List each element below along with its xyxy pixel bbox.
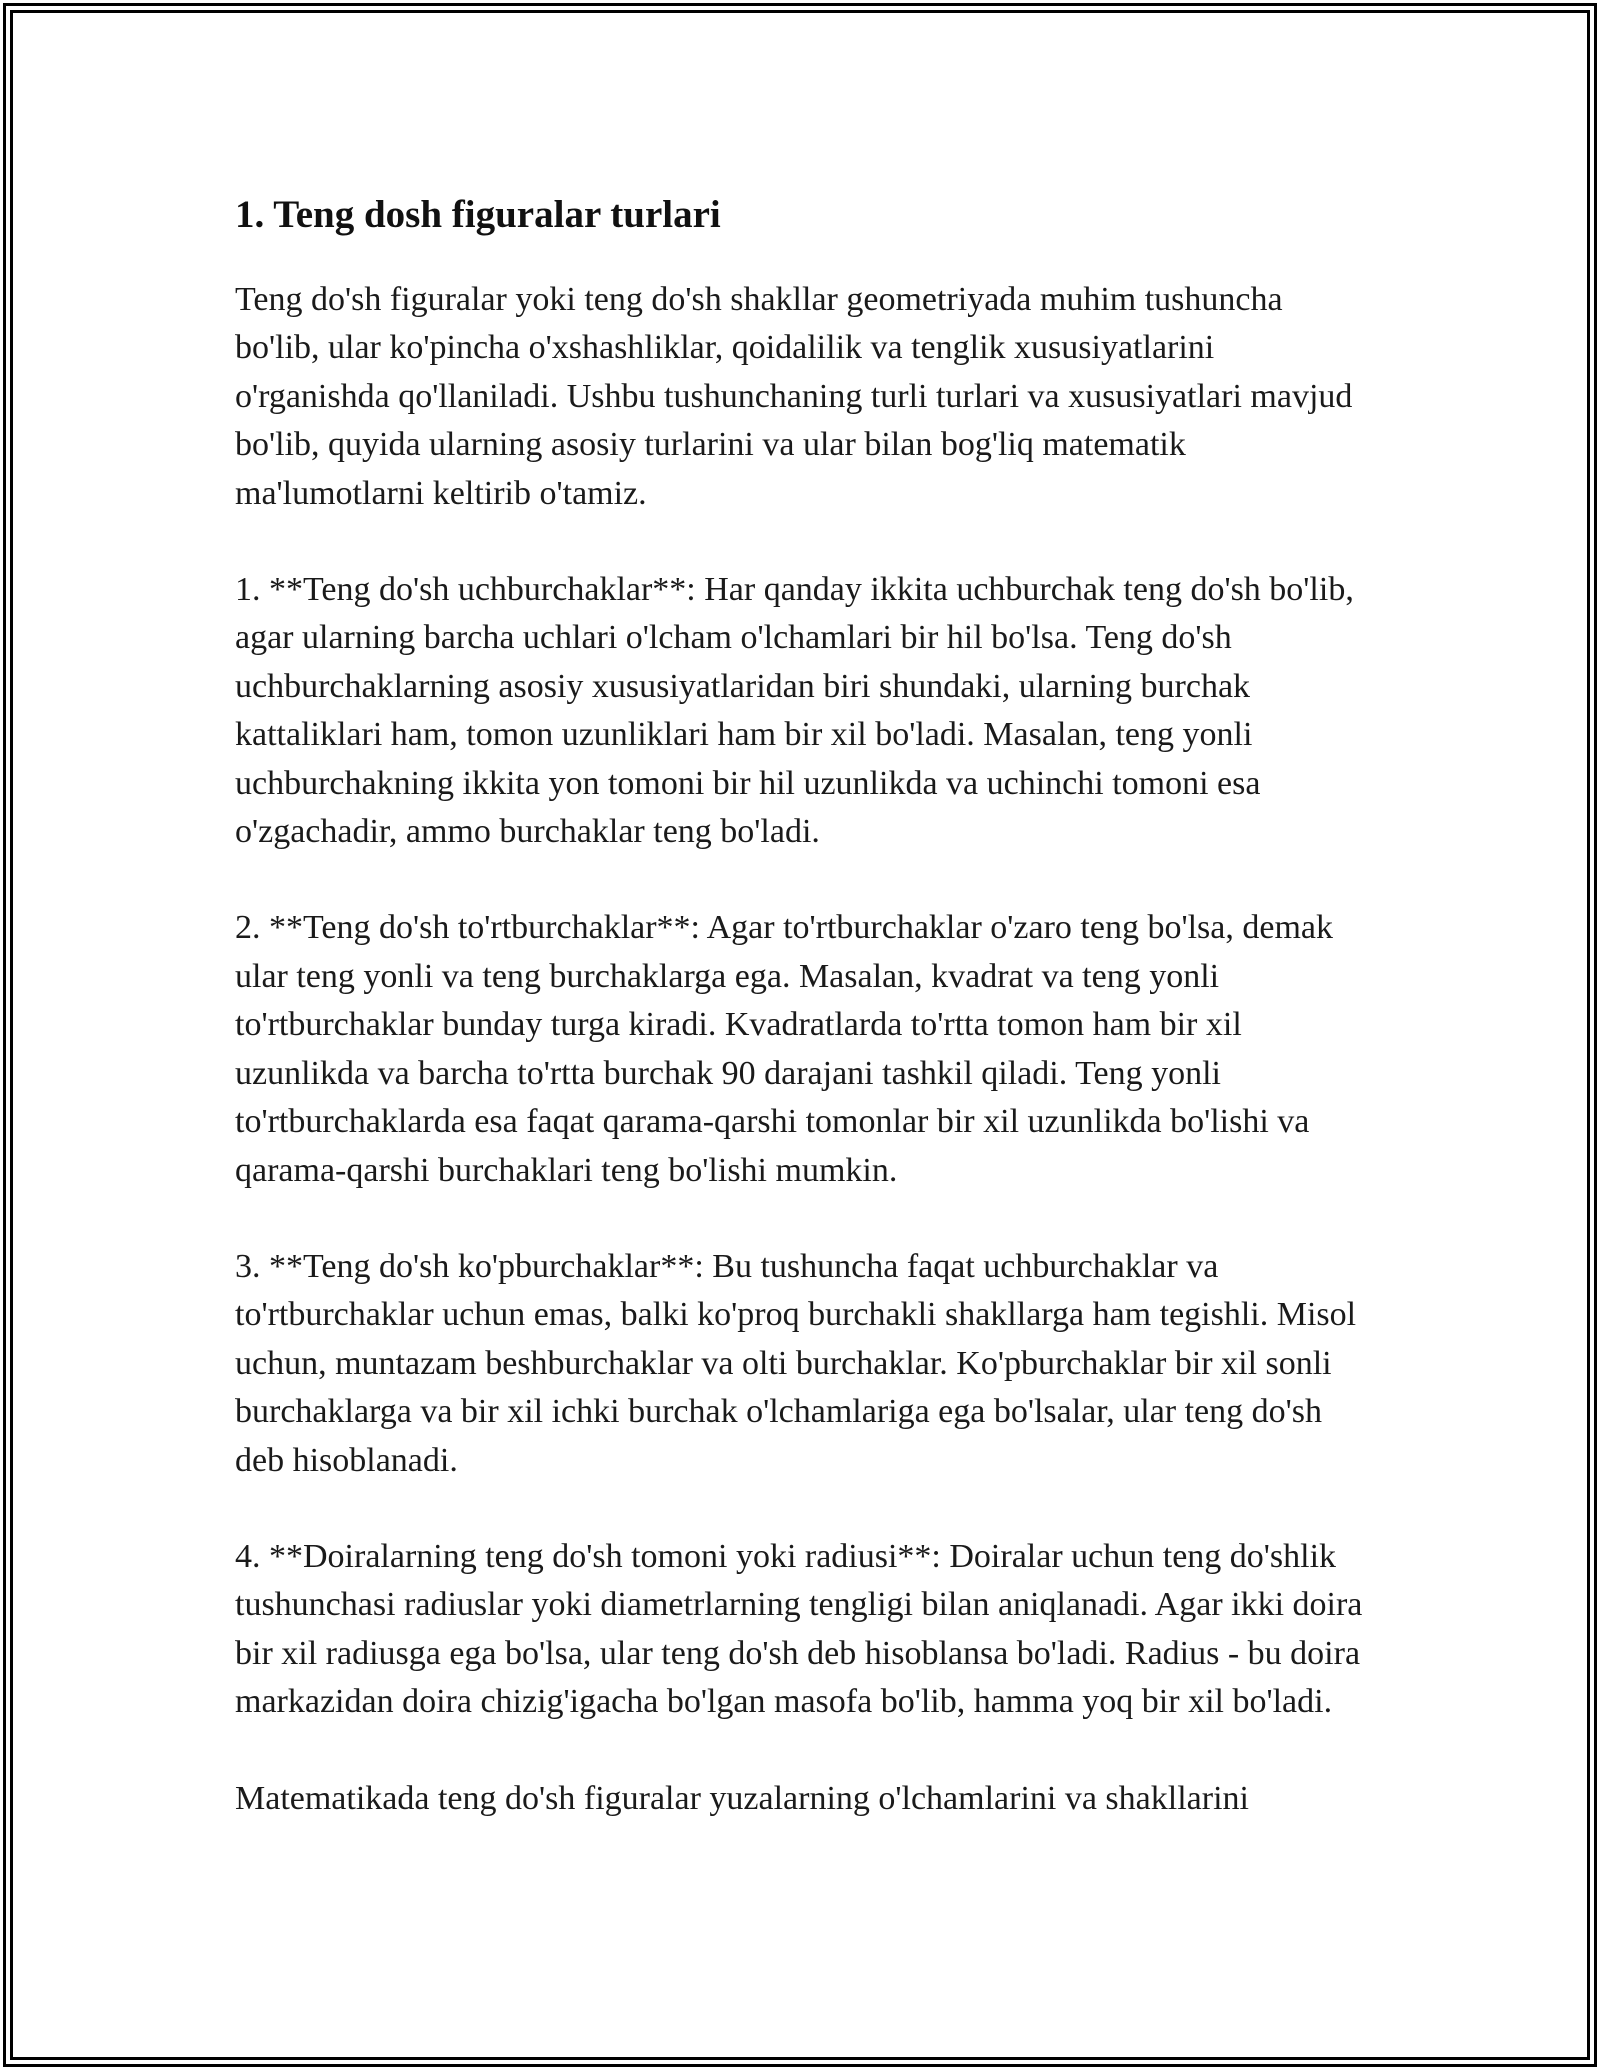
paragraph-circles: 4. **Doiralarning teng do'sh tomoni yoki radiusi**: Doiralar uchun teng do'shlik tushunchasi radiuslar yoki diametrlarning tengligi bilan aniqlanadi. Agar ikki doira bir xil radiusga ega bo'lsa, ular teng do'sh deb hisoblansa bo'ladi. Radius - bu doira markazidan doira chizig'igacha bo'lgan masofa bo'lib, hamma yoq bir xil bo'ladi. xyxy=(235,1537,1363,1721)
document-title: 1. Teng dosh figuralar turlari xyxy=(235,193,721,236)
paragraph-quadrilaterals: 2. **Teng do'sh to'rtburchaklar**: Agar to'rtburchaklar o'zaro teng bo'lsa, demak ular teng yonli va teng burchaklarga ega. Masalan, kvadrat va teng yonli to'rtburchaklar bunday turga kiradi. Kvadratlarda to'rtta tomon ham bir xil uzunlikda va barcha to'rtta burchak 90 darajani tashkil qiladi. Teng yonli to'rtburchaklarda esa faqat qarama-qarshi tomonlar bir xil uzunlikda bo'lishi va qarama-qarshi burchaklari teng bo'lishi mumkin. xyxy=(235,909,1333,1189)
document-body xyxy=(235,188,1375,1871)
intro-paragraph: Teng do'sh figuralar yoki teng do'sh shakllar geometriyada muhim tushuncha bo'lib, ular ko'pincha o'xshashliklar, qoidalilik va tenglik xususiyatlarini o'rganishda qo'llaniladi. Ushbu tushunchaning turli turlari va xususiyatlari mavjud bo'lib, quyida ularning asosiy turlarini va ular bilan bog'liq matematik ma'lumotlarni keltirib o'tamiz. xyxy=(235,281,1353,512)
paragraph-polygons: 3. **Teng do'sh ko'pburchaklar**: Bu tushuncha faqat uchburchaklar va to'rtburchaklar uchun emas, balki ko'proq burchakli shakllarga ham tegishli. Misol uchun, muntazam beshburchaklar va olti burchaklar. Ko'pburchaklar bir xil sonli burchaklarga va bir xil ichki burchak o'lchamlariga ega bo'lsalar, ular teng do'sh deb hisoblanadi. xyxy=(235,1247,1357,1479)
paragraph-triangles: 1. **Teng do'sh uchburchaklar**: Har qanday ikkita uchburchak teng do'sh bo'lib, agar ularning barcha uchlari o'lcham o'lchamlari bir hil bo'lsa. Teng do'sh uchburchaklarning asosiy xususiyatlaridan biri shundaki, ularning burchak kattaliklari ham, tomon uzunliklari ham bir xil bo'ladi. Masalan, teng yonli uchburchakning ikkita yon tomoni bir hil uzunlikda va uchinchi tomoni esa o'zgachadir, ammo burchaklar teng bo'ladi. xyxy=(235,571,1354,851)
paragraph-conclusion: Matematikada teng do'sh figuralar yuzalarning o'lchamlarini va shakllarini xyxy=(235,1779,1249,1817)
